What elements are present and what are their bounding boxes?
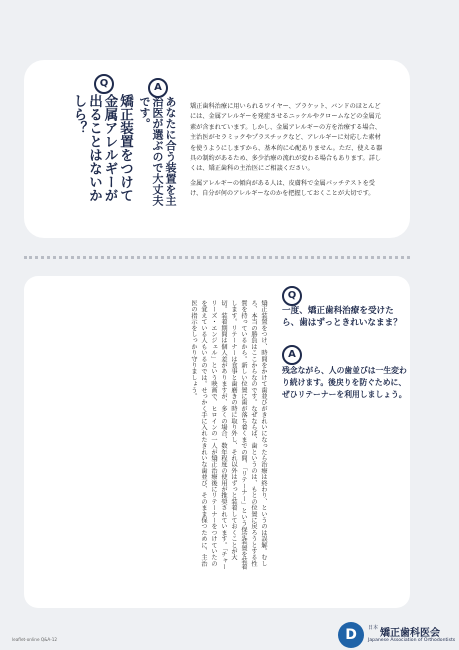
org-name: 矯正歯科医会 bbox=[380, 628, 440, 639]
question-allergy: 矯正装置をつけて金属アレルギーが出ることはないかしら？ bbox=[70, 94, 133, 202]
body-paragraph: 金属アレルギーの傾向がある人は、皮膚科で金属パッチテストを受け、自分が何のアレルギーなのかを把握しておくことが大切です。 bbox=[190, 179, 375, 198]
dotted-divider bbox=[24, 256, 410, 259]
answer-badge-icon: A bbox=[282, 345, 302, 365]
question-badge-icon: Q bbox=[282, 286, 302, 306]
answer-retainer: 残念ながら、人の歯並びは一生変わり続けます。後戻りを防ぐために、ぜひリテーナーを利用しましょう。 bbox=[282, 366, 407, 399]
question-retainer: 一度、矯正歯科治療を受けたら、歯はずっときれいなまま？ bbox=[282, 306, 402, 328]
body-allergy bbox=[190, 102, 386, 222]
answer-allergy: あなたに合う装置を主治医が選ぶので大丈夫です。 bbox=[138, 96, 177, 206]
org-prefix: 日本 bbox=[368, 625, 379, 631]
leaflet-code: leaflet-online Q&A-12 bbox=[12, 637, 58, 642]
body-paragraph: 矯正歯科治療に用いられるワイヤー、ブラケット、バンドのほとんどには、金属アレルギーを発症させるニッケルやクロームなどの金属元素が含まれています。しかし、金属アレルギーの方を治療する場合、主治医がセラミックやプラスチックなど、アレルギーに対応した素材を使うようにしますから、基本的に心配ありません。ただ、使える器具の制約があるため、多少治療の流れが変わる場合もあります。詳しくは、矯正歯科の主治医にご相談ください。 bbox=[190, 103, 383, 173]
logo-mark-icon: D bbox=[338, 622, 364, 648]
org-name-english: Japanese Association of Orthodontists bbox=[368, 638, 456, 643]
question-badge-icon: Q bbox=[94, 74, 114, 94]
body-retainer: 矯正装置をつけ、時間をかけて歯並びがきれいになったら治療は終わり、というのは誤解。むしろ、本当の勝負はここからなのです。なぜならば、歯というのは、もとの位置に戻ろうとする性質を持っているから。新しい位置に歯が落ち着くまでの間、「リテーナー」という保定装置を装着します。リテーナーは食事と歯磨きの時に取り外し、それ以外はずっと装着しておくことが大切。装着期間は個人差がありますが、多くの場合、数年程度の使用が推奨されています。「チャーリーズ・エンジェル」という映画で、ヒロインの一人が矯正治療後にリテーナーをつけていたのを覚えている人もいるのでは。せっかく手に入れたきれいな歯並び、そのまま保つために、主治医の指示をしっかり守りましょう。 bbox=[190, 300, 267, 570]
answer-badge-icon: A bbox=[148, 78, 168, 98]
